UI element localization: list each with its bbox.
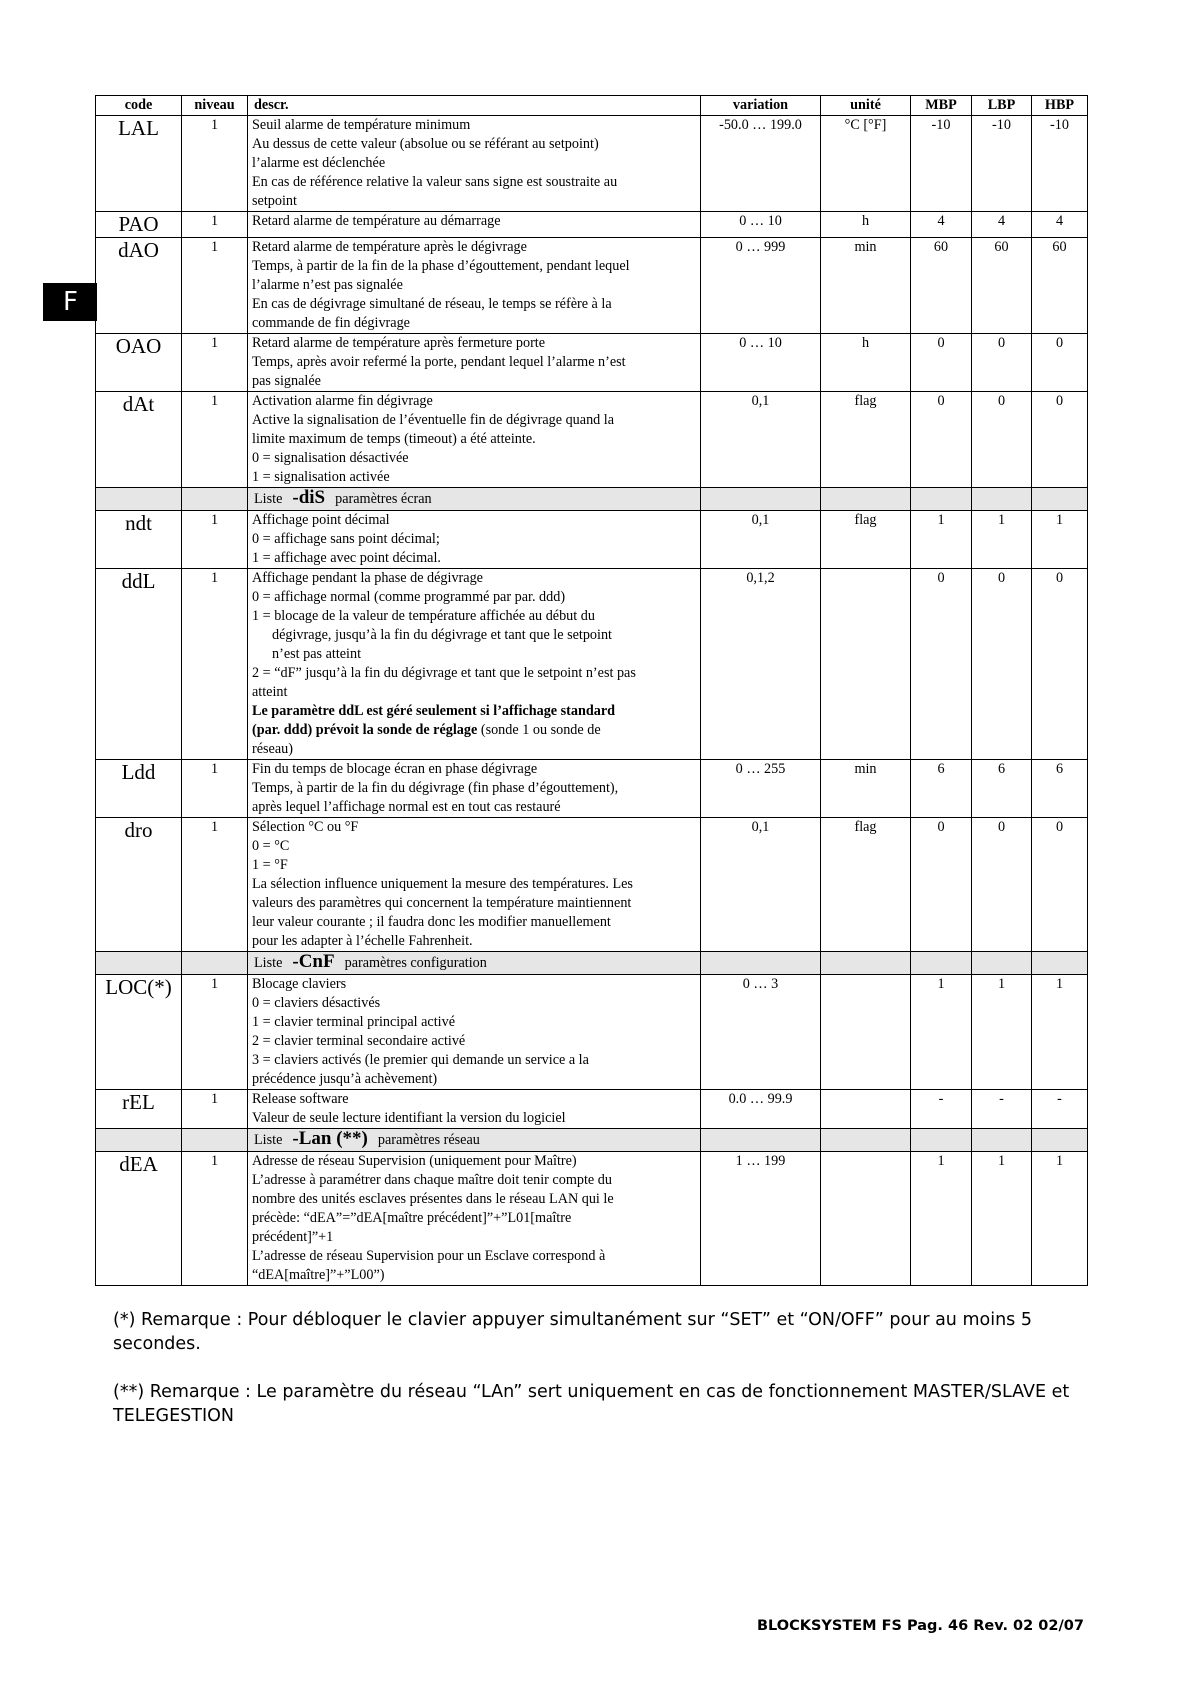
param-unite: h [821, 212, 911, 238]
description-line-bold: (par. ddd) prévoit la sonde de réglage (sonde 1 ou sonde de [252, 722, 601, 738]
param-code: Ldd [96, 760, 182, 818]
param-unite: min [821, 760, 911, 818]
param-niveau: 1 [182, 392, 248, 488]
section-niveau-cell [182, 1129, 248, 1152]
description-line: précédence jusqu’à achèvement) [252, 1071, 438, 1087]
param-variation: 0.0 … 99.9 [701, 1090, 821, 1129]
param-unite: h [821, 334, 911, 392]
description-line: setpoint [252, 193, 297, 209]
description-line: Temps, à partir de la fin du dégivrage (fin phase d’égouttement), [252, 780, 619, 796]
description-line: Au dessus de cette valeur (absolue ou se référant au setpoint) [252, 136, 599, 152]
description-line: Activation alarme fin dégivrage [252, 393, 433, 409]
section-empty-cell [972, 952, 1032, 975]
param-description [248, 116, 701, 212]
header-niveau: niveau [182, 96, 248, 116]
param-hbp: 60 [1032, 238, 1088, 334]
param-niveau: 1 [182, 569, 248, 760]
description-line: 0 = °C [252, 838, 290, 854]
description-line: L’adresse à paramétrer dans chaque maître doit tenir compte du [252, 1172, 612, 1188]
section-row [96, 1129, 1088, 1152]
param-lbp: - [972, 1090, 1032, 1129]
description-line: précède: “dEA”=”dEA[maître précédent]”+”L01[maître [252, 1210, 572, 1226]
parameter-row [96, 569, 1088, 760]
param-niveau: 1 [182, 1090, 248, 1129]
section-title [248, 488, 701, 511]
param-mbp: - [911, 1090, 972, 1129]
section-empty-cell [821, 1129, 911, 1152]
description-line: pour les adapter à l’échelle Fahrenheit. [252, 933, 473, 949]
section-empty-cell [1032, 488, 1088, 511]
section-empty-cell [972, 1129, 1032, 1152]
parameter-row [96, 760, 1088, 818]
param-variation: 0 … 10 [701, 334, 821, 392]
note1-prefix: (*) [113, 1310, 136, 1330]
header-variation: variation [701, 96, 821, 116]
description-line: 1 = signalisation activée [252, 469, 390, 485]
parameter-row [96, 116, 1088, 212]
param-hbp: 0 [1032, 392, 1088, 488]
param-description [248, 975, 701, 1090]
section-name: -CnF [292, 951, 335, 972]
description-line: pas signalée [252, 373, 321, 389]
param-lbp: 0 [972, 569, 1032, 760]
param-unite: flag [821, 392, 911, 488]
description-line: Affichage point décimal [252, 512, 390, 528]
parameters-table [95, 95, 1088, 1286]
description-line: l’alarme n’est pas signalée [252, 277, 403, 293]
param-mbp: 0 [911, 392, 972, 488]
description-line: l’alarme est déclenchée [252, 155, 386, 171]
parameter-row [96, 975, 1088, 1090]
param-mbp: 1 [911, 1152, 972, 1286]
param-mbp: 60 [911, 238, 972, 334]
description-line: “dEA[maître]”+”L00”) [252, 1267, 385, 1283]
note-keyboard-unlock [113, 1308, 1073, 1356]
description-line: Release software [252, 1091, 349, 1107]
param-variation: 0 … 10 [701, 212, 821, 238]
param-code: rEL [96, 1090, 182, 1129]
note2-text: Le paramètre du réseau “LAn” sert uniquement en cas de fonctionnement MASTER/SLAVE et TELEGESTION [113, 1382, 1070, 1426]
section-title [248, 952, 701, 975]
description-line: En cas de dégivrage simultané de réseau, le temps se réfère à la [252, 296, 612, 312]
param-hbp: 0 [1032, 334, 1088, 392]
param-lbp: 6 [972, 760, 1032, 818]
param-mbp: 0 [911, 569, 972, 760]
param-lbp: 1 [972, 511, 1032, 569]
param-description [248, 392, 701, 488]
param-code: ndt [96, 511, 182, 569]
description-line: Seuil alarme de température minimum [252, 117, 471, 133]
section-empty-cell [821, 952, 911, 975]
param-variation: -50.0 … 199.0 [701, 116, 821, 212]
param-niveau: 1 [182, 511, 248, 569]
param-lbp: 0 [972, 334, 1032, 392]
description-line: Fin du temps de blocage écran en phase dégivrage [252, 761, 538, 777]
param-code: dEA [96, 1152, 182, 1286]
param-hbp: 0 [1032, 569, 1088, 760]
param-hbp: 1 [1032, 975, 1088, 1090]
param-description [248, 760, 701, 818]
param-description [248, 1090, 701, 1129]
param-description [248, 511, 701, 569]
description-line: nombre des unités esclaves présentes dans le réseau LAN qui le [252, 1191, 614, 1207]
description-line: valeurs des paramètres qui concernent la température maintiennent [252, 895, 632, 911]
param-hbp: 0 [1032, 818, 1088, 952]
param-code: LOC(*) [96, 975, 182, 1090]
description-line: Retard alarme de température après le dégivrage [252, 239, 527, 255]
param-hbp: 4 [1032, 212, 1088, 238]
parameter-row [96, 1090, 1088, 1129]
param-mbp: 0 [911, 818, 972, 952]
section-empty-cell [1032, 1129, 1088, 1152]
param-unite [821, 975, 911, 1090]
description-line: L’adresse de réseau Supervision pour un Esclave correspond à [252, 1248, 606, 1264]
table-header-row [96, 96, 1088, 116]
param-niveau: 1 [182, 760, 248, 818]
section-empty-cell [911, 488, 972, 511]
param-variation: 0,1 [701, 511, 821, 569]
bold-text: (par. ddd) prévoit la sonde de réglage [252, 722, 478, 738]
note1-label: Remarque [140, 1310, 231, 1330]
table-body [96, 116, 1088, 1286]
description-line: 0 = claviers désactivés [252, 995, 381, 1011]
note-network [113, 1380, 1073, 1428]
param-hbp: 1 [1032, 511, 1088, 569]
description-line: Blocage claviers [252, 976, 347, 992]
description-line: dégivrage, jusqu’à la fin du dégivrage et tant que le setpoint [272, 627, 612, 643]
section-suffix: paramètres configuration [344, 955, 487, 971]
description-line: 2 = clavier terminal secondaire activé [252, 1033, 466, 1049]
description-line: Sélection °C ou °F [252, 819, 359, 835]
description-line: réseau) [252, 741, 293, 757]
description-line: 1 = affichage avec point décimal. [252, 550, 441, 566]
description-line: En cas de référence relative la valeur sans signe est soustraite au [252, 174, 618, 190]
section-prefix: Liste [254, 955, 283, 971]
param-description [248, 569, 701, 760]
param-niveau: 1 [182, 116, 248, 212]
param-variation: 0 … 3 [701, 975, 821, 1090]
parameter-row [96, 212, 1088, 238]
param-lbp: -10 [972, 116, 1032, 212]
param-description [248, 238, 701, 334]
description-line: Retard alarme de température au démarrage [252, 213, 501, 229]
description-line: Retard alarme de température après fermeture porte [252, 335, 546, 351]
section-empty-cell [821, 488, 911, 511]
header-lbp: LBP [972, 96, 1032, 116]
section-row [96, 952, 1088, 975]
description-line: 1 = °F [252, 857, 288, 873]
param-hbp: 6 [1032, 760, 1088, 818]
section-empty-cell [701, 1129, 821, 1152]
description-line: Temps, à partir de la fin de la phase d’égouttement, pendant lequel [252, 258, 630, 274]
param-code: LAL [96, 116, 182, 212]
section-tab-f: F [43, 283, 97, 321]
param-unite: °C [°F] [821, 116, 911, 212]
param-variation: 0,1 [701, 392, 821, 488]
param-mbp: 1 [911, 511, 972, 569]
section-code-cell [96, 488, 182, 511]
param-mbp: 0 [911, 334, 972, 392]
section-empty-cell [911, 1129, 972, 1152]
header-mbp: MBP [911, 96, 972, 116]
parameter-row [96, 511, 1088, 569]
param-mbp: 6 [911, 760, 972, 818]
description-line: La sélection influence uniquement la mesure des températures. Les [252, 876, 633, 892]
description-line: Valeur de seule lecture identifiant la version du logiciel [252, 1110, 566, 1126]
description-line: précédent]”+1 [252, 1229, 334, 1245]
section-empty-cell [701, 488, 821, 511]
param-hbp: - [1032, 1090, 1088, 1129]
description-line: 0 = affichage sans point décimal; [252, 531, 440, 547]
section-title [248, 1129, 701, 1152]
header-hbp: HBP [1032, 96, 1088, 116]
description-line: 1 = clavier terminal principal activé [252, 1014, 455, 1030]
section-code-cell [96, 952, 182, 975]
description-line: Temps, après avoir refermé la porte, pendant lequel l’alarme n’est [252, 354, 626, 370]
param-code: PAO [96, 212, 182, 238]
param-description [248, 212, 701, 238]
note2-prefix: (**) [113, 1382, 145, 1402]
param-unite: flag [821, 818, 911, 952]
param-variation: 0,1 [701, 818, 821, 952]
param-code: OAO [96, 334, 182, 392]
param-niveau: 1 [182, 975, 248, 1090]
param-variation: 0 … 999 [701, 238, 821, 334]
param-unite: flag [821, 511, 911, 569]
section-empty-cell [972, 488, 1032, 511]
param-code: dro [96, 818, 182, 952]
param-mbp: 1 [911, 975, 972, 1090]
description-line: atteint [252, 684, 288, 700]
param-lbp: 1 [972, 1152, 1032, 1286]
description-line: n’est pas atteint [272, 646, 362, 662]
parameter-row [96, 818, 1088, 952]
description-line: 2 = “dF” jusqu’à la fin du dégivrage et tant que le setpoint n’est pas [252, 665, 636, 681]
header-unite: unité [821, 96, 911, 116]
param-niveau: 1 [182, 238, 248, 334]
description-line: Affichage pendant la phase de dégivrage [252, 570, 483, 586]
param-code: ddL [96, 569, 182, 760]
param-variation: 0,1,2 [701, 569, 821, 760]
param-mbp: -10 [911, 116, 972, 212]
page-footer: BLOCKSYSTEM FS Pag. 46 Rev. 02 02/07 [757, 1618, 1084, 1634]
description-line: 0 = signalisation désactivée [252, 450, 409, 466]
section-code-cell [96, 1129, 182, 1152]
param-lbp: 60 [972, 238, 1032, 334]
param-variation: 1 … 199 [701, 1152, 821, 1286]
description-line: après lequel l’affichage normal est en tout cas restauré [252, 799, 561, 815]
header-code: code [96, 96, 182, 116]
note2-label: Remarque : [149, 1382, 251, 1402]
param-code: dAO [96, 238, 182, 334]
section-empty-cell [1032, 952, 1088, 975]
description-line: limite maximum de temps (timeout) a été atteinte. [252, 431, 536, 447]
section-prefix: Liste [254, 1132, 283, 1148]
description-line: 0 = affichage normal (comme programmé par par. ddd) [252, 589, 566, 605]
description-line: leur valeur courante ; il faudra donc les modifier manuellement [252, 914, 611, 930]
param-unite [821, 569, 911, 760]
section-name: -diS [292, 487, 326, 508]
description-line: Adresse de réseau Supervision (uniquement pour Maître) [252, 1153, 577, 1169]
param-code: dAt [96, 392, 182, 488]
param-niveau: 1 [182, 334, 248, 392]
param-lbp: 0 [972, 818, 1032, 952]
param-niveau: 1 [182, 212, 248, 238]
description-line: Active la signalisation de l’éventuelle fin de dégivrage quand la [252, 412, 615, 428]
param-description [248, 1152, 701, 1286]
param-niveau: 1 [182, 1152, 248, 1286]
section-niveau-cell [182, 488, 248, 511]
param-unite [821, 1090, 911, 1129]
section-suffix: paramètres écran [335, 491, 432, 507]
parameter-row [96, 1152, 1088, 1286]
description-line: commande de fin dégivrage [252, 315, 410, 331]
param-niveau: 1 [182, 818, 248, 952]
description-line: 1 = blocage de la valeur de température affichée au début du [252, 608, 595, 624]
section-prefix: Liste [254, 491, 283, 507]
param-lbp: 0 [972, 392, 1032, 488]
param-description [248, 334, 701, 392]
param-lbp: 1 [972, 975, 1032, 1090]
section-niveau-cell [182, 952, 248, 975]
note1-text: : Pour débloquer le clavier appuyer simultanément sur “SET” et “ON/OFF” pour au moins 5 secondes. [113, 1310, 1032, 1354]
parameter-row [96, 392, 1088, 488]
section-empty-cell [701, 952, 821, 975]
section-name: -Lan (**) [292, 1128, 368, 1149]
param-description [248, 818, 701, 952]
param-hbp: -10 [1032, 116, 1088, 212]
param-mbp: 4 [911, 212, 972, 238]
param-hbp: 1 [1032, 1152, 1088, 1286]
param-variation: 0 … 255 [701, 760, 821, 818]
section-row [96, 488, 1088, 511]
header-descr: descr. [248, 96, 701, 116]
section-empty-cell [911, 952, 972, 975]
description-line-bold [252, 702, 696, 721]
param-lbp: 4 [972, 212, 1032, 238]
section-suffix: paramètres réseau [377, 1132, 480, 1148]
param-unite [821, 1152, 911, 1286]
parameter-row [96, 238, 1088, 334]
parameter-row [96, 334, 1088, 392]
description-line: 3 = claviers activés (le premier qui demande un service a la [252, 1052, 589, 1068]
bold-text: Le paramètre ddL est géré seulement si l’affichage standard [252, 703, 616, 719]
param-unite: min [821, 238, 911, 334]
